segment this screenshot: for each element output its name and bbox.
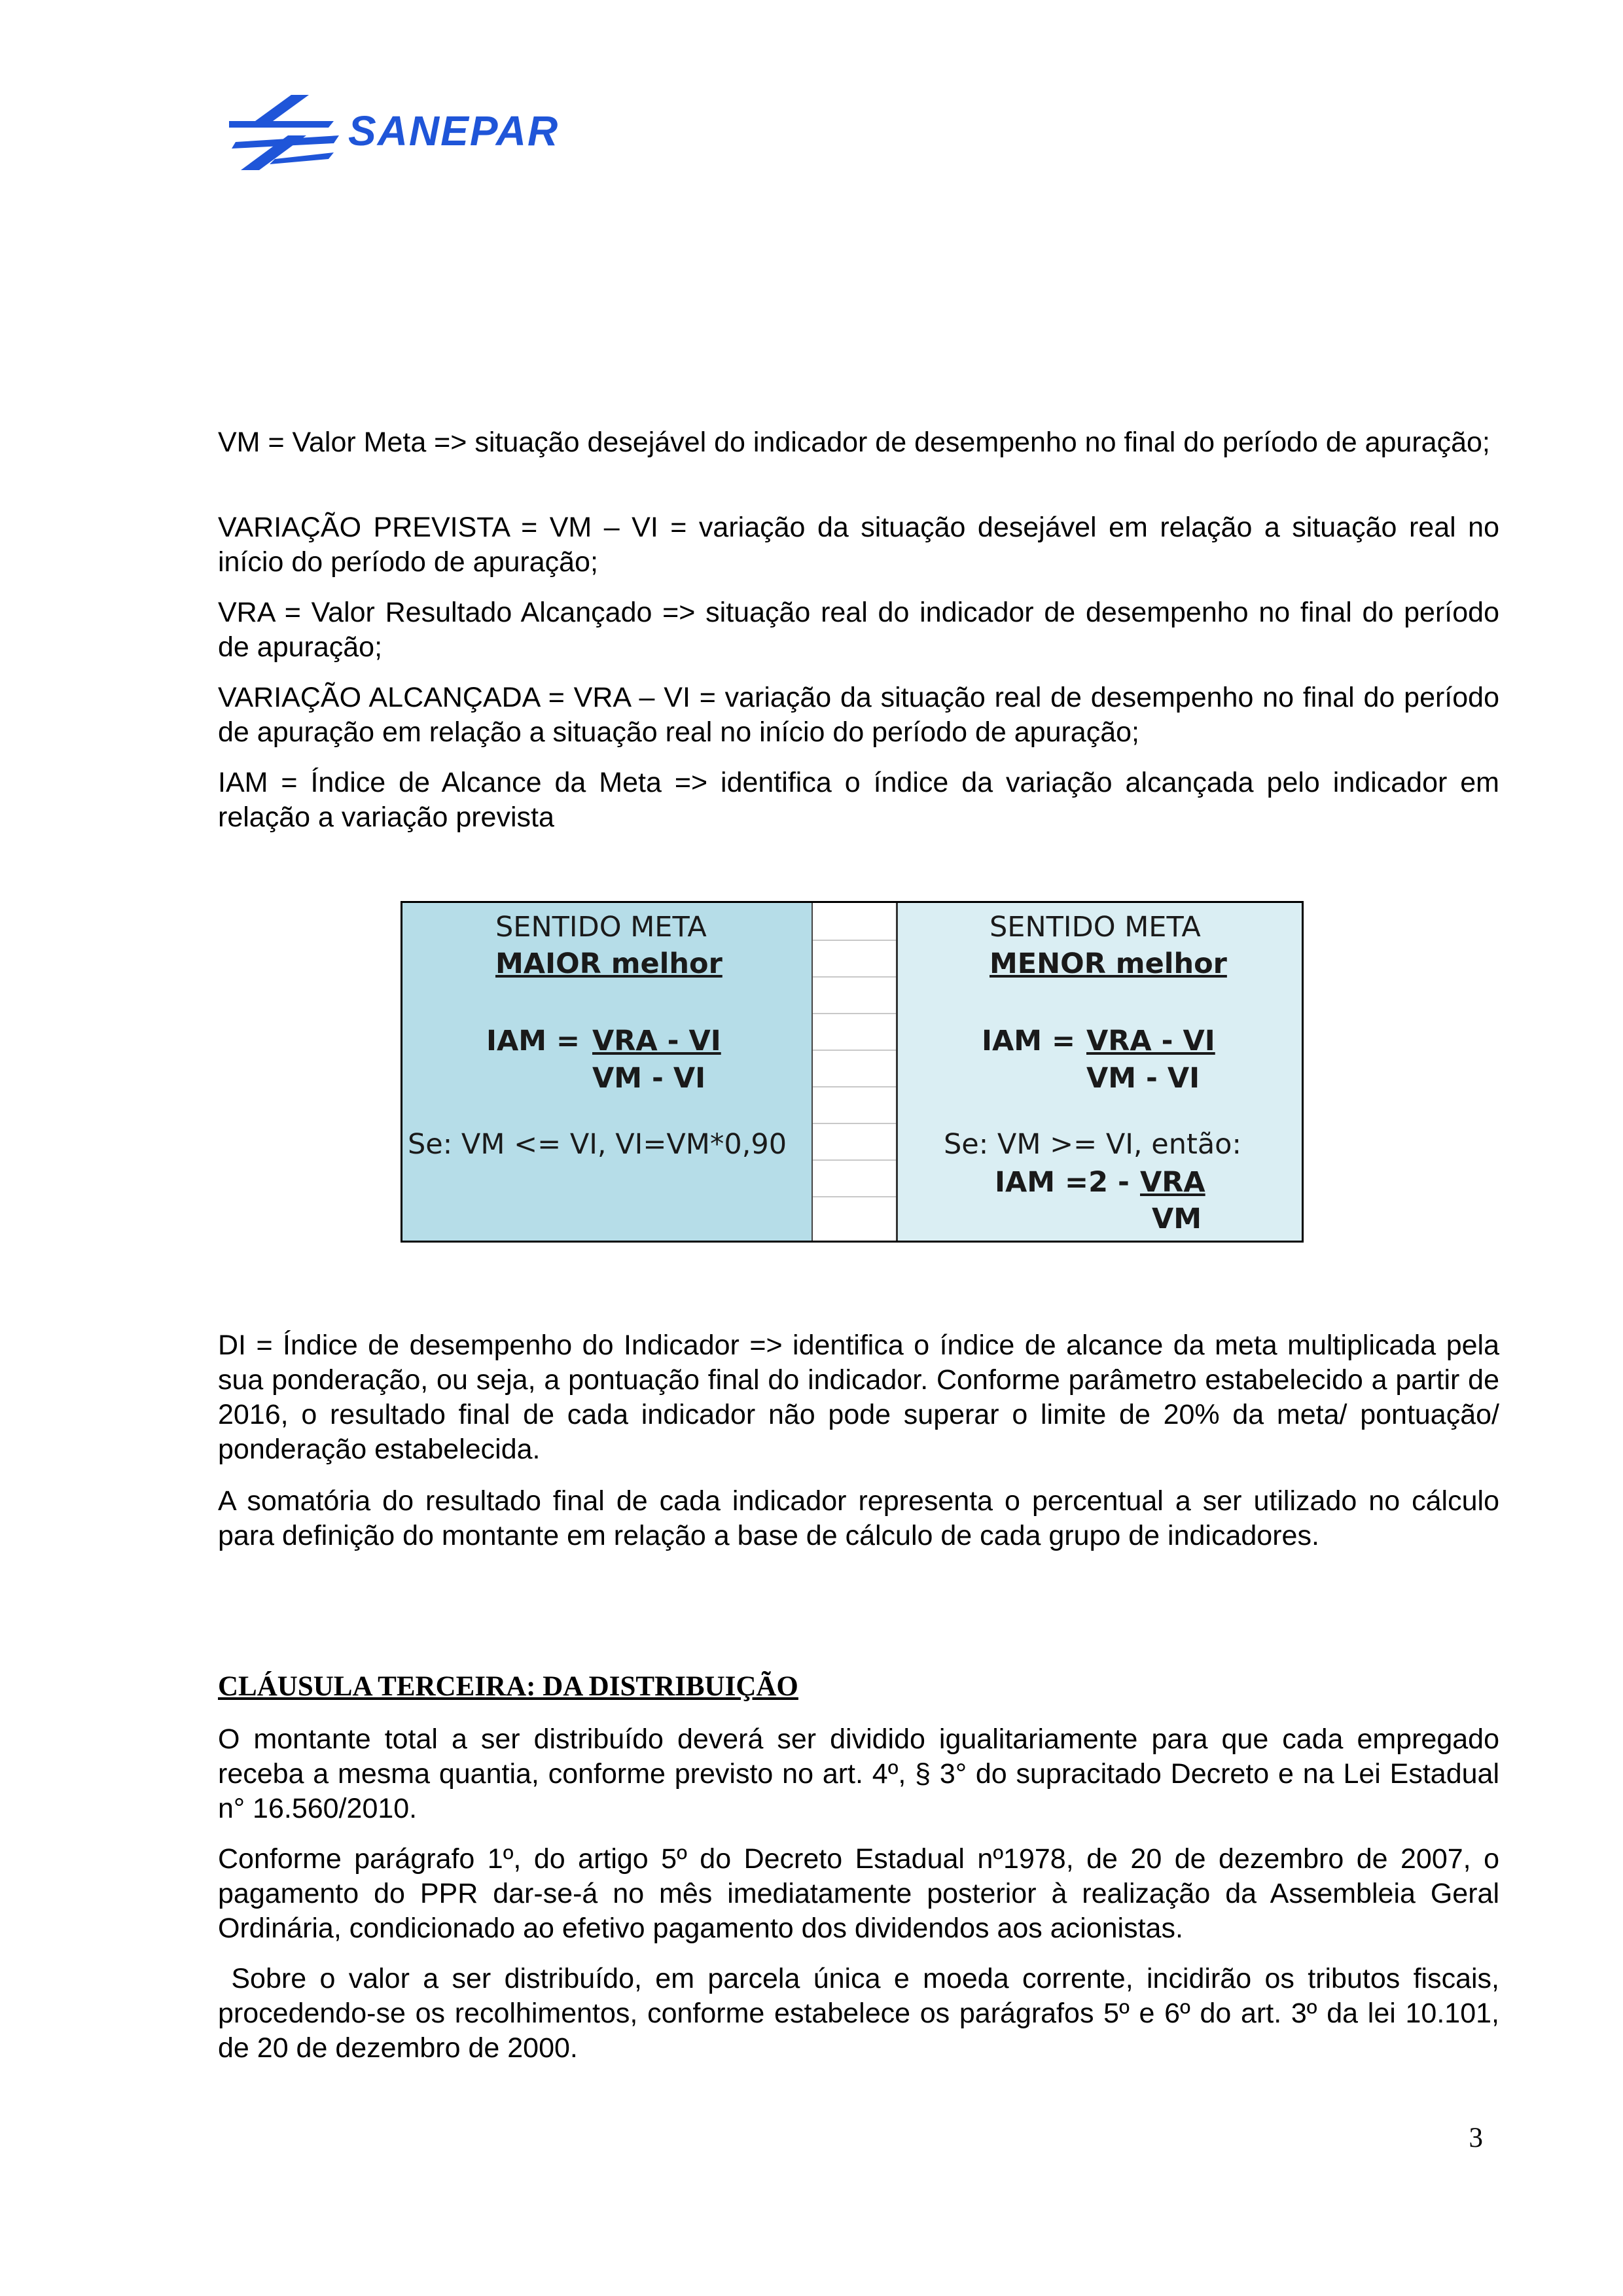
brand-name: SANEPAR xyxy=(348,107,560,154)
spacer-gridline xyxy=(813,1159,896,1161)
section-paragraph-pagamento: Conforme parágrafo 1º, do artigo 5º do Decreto Estadual nº1978, de 20 de dezembro de 2007, o pagamento do PPR dar-se-á no mês imediatamente posterior à realização da Assembleia Geral Ordinária, condicionado ao efetivo pagamento dos dividendos aos acionistas. xyxy=(218,1843,1499,1944)
panel-left-condition: Se: VM <= VI, VI=VM*0,90 xyxy=(408,1128,787,1161)
panel-left-subtitle: MAIOR melhor xyxy=(495,947,722,980)
formula-panel-menor-melhor xyxy=(898,903,1302,1241)
panel-right-title: SENTIDO META xyxy=(990,911,1201,944)
spacer-gridline xyxy=(813,940,896,941)
formula-table xyxy=(401,901,1304,1243)
spacer-gridline xyxy=(813,1123,896,1124)
definition-variacao-alcancada: VARIAÇÃO ALCANÇADA = VRA – VI = variação da situação real de desempenho no final do período de apuração em relação a situação real no início do período de apuração; xyxy=(218,682,1499,748)
panel-right-subtitle: MENOR melhor xyxy=(990,947,1227,980)
section-paragraph-montante: O montante total a ser distribuído deverá ser dividido igualitariamente para que cada empregado receba a mesma quantia, conforme previsto no art. 4º, § 3° do supracitado Decreto e na Lei Estadual n° 16.560/2010. xyxy=(218,1723,1499,1824)
sanepar-logo xyxy=(229,95,569,170)
panel-right-condition: Se: VM >= VI, então: xyxy=(944,1128,1241,1161)
definition-variacao-prevista: VARIAÇÃO PREVISTA = VM – VI = variação da situação desejável em relação a situação real no início do período de apuração; xyxy=(218,512,1499,578)
panel-right-denominator: VM - VI xyxy=(1086,1062,1200,1095)
panel-left-numerator: VRA - VI xyxy=(592,1025,721,1057)
sanepar-logo-icon xyxy=(229,95,344,170)
formula-panel-spacer xyxy=(813,903,898,1241)
panel-right-alt-denominator: VM xyxy=(1152,1203,1202,1235)
panel-right-alt-prefix: IAM =2 - xyxy=(995,1166,1130,1199)
definition-iam: IAM = Índice de Alcance da Meta => identifica o índice da variação alcançada pelo indicador em relação a variação prevista xyxy=(218,767,1499,833)
formula-panel-maior-melhor xyxy=(402,903,813,1241)
panel-left-denominator: VM - VI xyxy=(592,1062,706,1095)
panel-left-formula-prefix: IAM = xyxy=(486,1025,580,1057)
panel-right-numerator: VRA - VI xyxy=(1086,1025,1215,1057)
paragraph-somatoria: A somatória do resultado final de cada indicador representa o percentual a ser utilizado no cálculo para definição do montante em relação a base de cálculo de cada grupo de indicadores. xyxy=(218,1485,1499,1551)
spacer-gridline xyxy=(813,1050,896,1051)
page-number: 3 xyxy=(1469,2123,1483,2153)
definition-vm: VM = Valor Meta => situação desejável do indicador de desempenho no final do período de apuração; xyxy=(218,427,1490,458)
spacer-gridline xyxy=(813,1013,896,1014)
spacer-gridline xyxy=(813,1086,896,1087)
section-paragraph-tributos: Sobre o valor a ser distribuído, em parcela única e moeda corrente, incidirão os tributos fiscais, procedendo-se os recolhimentos, conforme estabelece os parágrafos 5º e 6º do art. 3º da lei 10.101, de 20 de dezembro de 2000. xyxy=(218,1963,1507,2064)
panel-left-title: SENTIDO META xyxy=(495,911,707,944)
section-heading: CLÁUSULA TERCEIRA: DA DISTRIBUIÇÃO xyxy=(218,1671,798,1702)
panel-right-formula-prefix: IAM = xyxy=(982,1025,1076,1057)
spacer-gridline xyxy=(813,976,896,978)
panel-right-alt-numerator: VRA xyxy=(1140,1166,1205,1199)
spacer-gridline xyxy=(813,1196,896,1197)
paragraph-di: DI = Índice de desempenho do Indicador => identifica o índice de alcance da meta multiplicada pela sua ponderação, ou seja, a pontuação final do indicador. Conforme parâmetro estabelecido a partir de 2016, o resultado final de cada indicador não pode superar o limite de 20% da meta/ pontuação/ ponderação estabelecida. xyxy=(218,1330,1499,1465)
definition-vra: VRA = Valor Resultado Alcançado => situação real do indicador de desempenho no final do período de apuração; xyxy=(218,597,1499,663)
